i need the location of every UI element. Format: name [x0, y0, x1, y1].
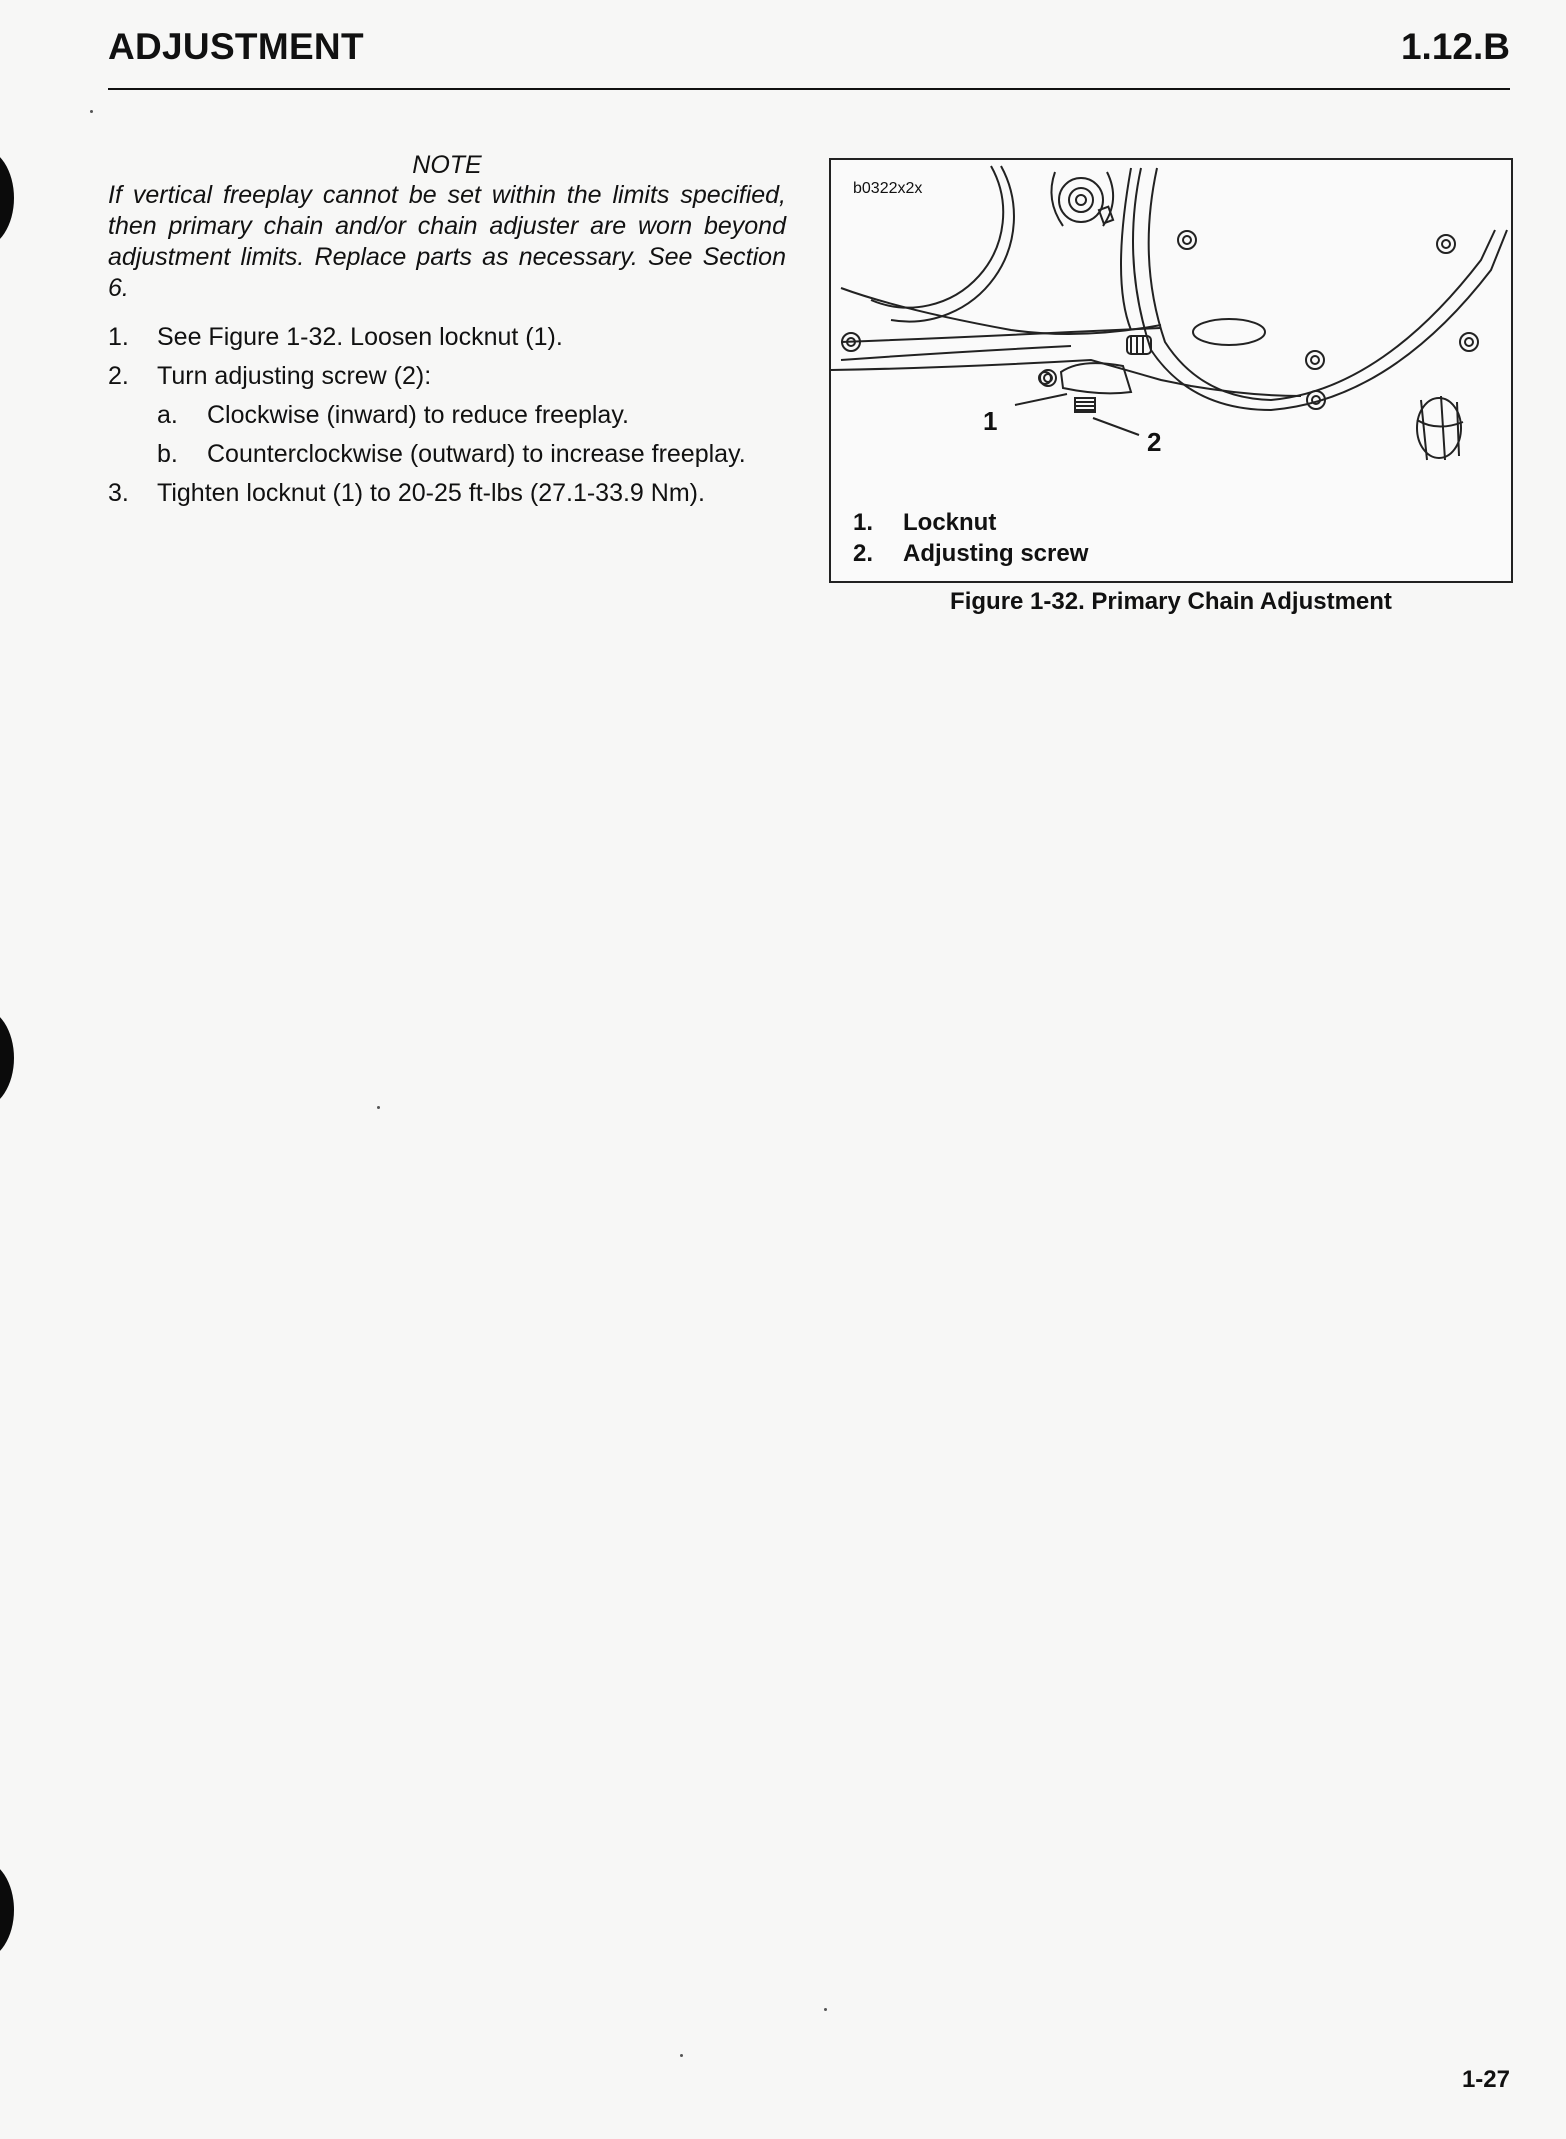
legend-number: 2.: [853, 540, 874, 567]
note-line: adjustment limits. Replace parts as necessary. See Section 6.: [108, 243, 786, 302]
page-title: ADJUSTMENT: [108, 26, 364, 67]
legend-text: Adjusting screw: [903, 540, 1089, 567]
substep-letter: a.: [157, 401, 178, 429]
note-heading: NOTE: [412, 151, 482, 179]
callout-2: 2: [1147, 427, 1162, 457]
binder-hole-bottom: [0, 1860, 14, 1960]
step-item: [108, 318, 786, 357]
step-number: 1.: [108, 323, 129, 351]
procedure-steps: [108, 318, 786, 513]
scan-speck: [90, 110, 93, 113]
legend-number: 1.: [853, 509, 874, 536]
substep-letter: b.: [157, 440, 178, 468]
note-line: then primary chain and/or chain adjuster are worn beyond: [108, 212, 786, 240]
substep-text: Counterclockwise (outward) to increase freeplay.: [207, 440, 746, 468]
binder-hole-top: [0, 148, 14, 248]
scan-speck: [377, 1106, 380, 1109]
step-number: 2.: [108, 362, 129, 390]
step-item: [108, 474, 786, 513]
callout-1: 1: [983, 406, 998, 436]
binder-hole-middle: [0, 1008, 14, 1108]
section-number: 1.12.B: [1400, 26, 1510, 67]
substep-item: [108, 435, 786, 474]
figure-id-code: b0322x2x: [853, 180, 923, 197]
note-line: If vertical freeplay cannot be set within the limits specified,: [108, 181, 786, 209]
substep-text: Clockwise (inward) to reduce freeplay.: [207, 401, 629, 429]
scan-speck: [824, 2008, 827, 2011]
page-header: [108, 24, 1510, 90]
instruction-column: [108, 150, 786, 513]
figure-box: [829, 158, 1513, 583]
page-number: 1-27: [1461, 2066, 1510, 2093]
step-text: Tighten locknut (1) to 20-25 ft-lbs (27.1-33.9 Nm).: [157, 479, 705, 507]
substep-item: [108, 396, 786, 435]
step-item: [108, 357, 786, 396]
legend-text: Locknut: [903, 509, 997, 536]
step-text: Turn adjusting screw (2):: [157, 362, 432, 390]
step-number: 3.: [108, 479, 129, 507]
figure-caption: Figure 1-32. Primary Chain Adjustment: [950, 588, 1392, 615]
note-body: [108, 180, 786, 304]
scan-speck: [680, 2054, 683, 2057]
step-text: See Figure 1-32. Loosen locknut (1).: [157, 323, 563, 351]
